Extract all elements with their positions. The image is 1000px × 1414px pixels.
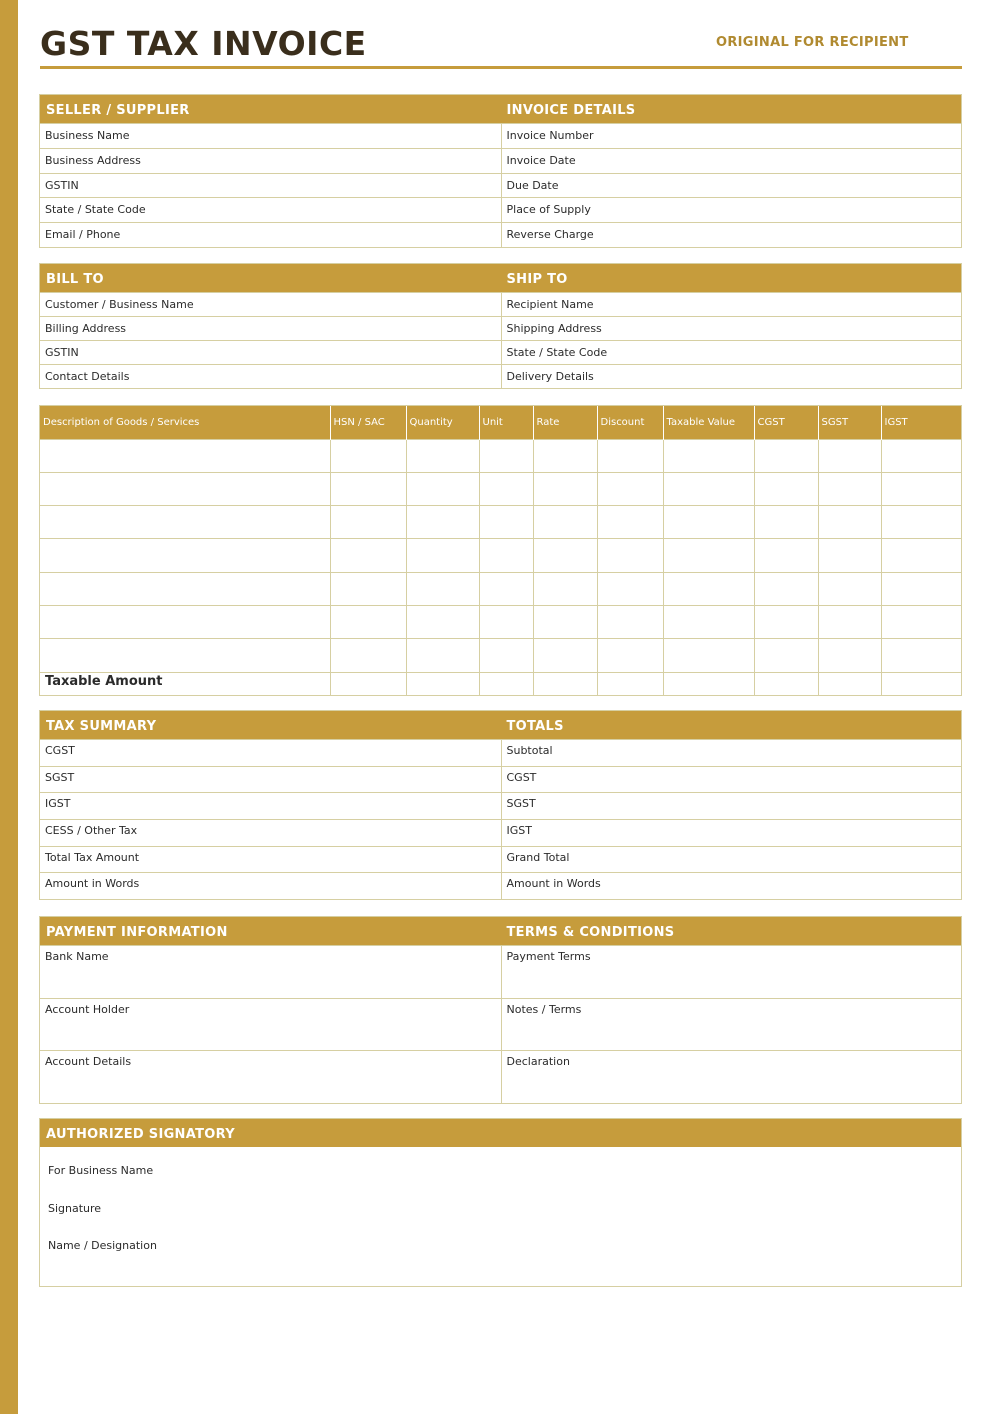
payment-column bbox=[40, 945, 501, 1103]
ship-field-state[interactable]: State / State Code bbox=[502, 340, 962, 364]
table-cell[interactable] bbox=[330, 605, 406, 638]
table-cell[interactable] bbox=[406, 572, 479, 605]
signatory-signature[interactable]: Signature bbox=[48, 1202, 102, 1215]
table-cell[interactable] bbox=[597, 672, 663, 695]
table-cell[interactable] bbox=[479, 539, 533, 572]
table-cell[interactable] bbox=[663, 506, 754, 539]
signatory-body bbox=[40, 1147, 961, 1286]
table-cell[interactable] bbox=[754, 572, 818, 605]
table-cell[interactable] bbox=[479, 572, 533, 605]
totals-field-amount-words[interactable]: Amount in Words bbox=[502, 872, 962, 899]
table-cell[interactable] bbox=[597, 539, 663, 572]
tax-totals-section bbox=[39, 710, 962, 900]
items-table bbox=[40, 406, 961, 695]
table-cell[interactable] bbox=[754, 605, 818, 638]
totals-field-grand-total[interactable]: Grand Total bbox=[502, 846, 962, 873]
table-cell[interactable] bbox=[881, 506, 961, 539]
table-cell[interactable] bbox=[406, 539, 479, 572]
bill-to-column bbox=[40, 292, 501, 388]
table-cell[interactable] bbox=[330, 639, 406, 672]
invoice-details-heading: INVOICE DETAILS bbox=[506, 103, 636, 118]
table-cell[interactable] bbox=[597, 439, 663, 472]
table-cell[interactable] bbox=[479, 472, 533, 505]
table-cell[interactable] bbox=[40, 639, 330, 672]
page-title: GST TAX INVOICE bbox=[40, 24, 367, 63]
table-cell[interactable] bbox=[40, 439, 330, 472]
signatory-name-designation[interactable]: Name / Designation bbox=[48, 1239, 157, 1252]
table-cell[interactable] bbox=[881, 672, 961, 695]
table-cell[interactable] bbox=[754, 539, 818, 572]
table-cell[interactable] bbox=[406, 639, 479, 672]
table-cell[interactable] bbox=[330, 506, 406, 539]
table-cell[interactable] bbox=[40, 572, 330, 605]
table-cell[interactable] bbox=[663, 439, 754, 472]
table-cell[interactable] bbox=[754, 472, 818, 505]
copy-label: ORIGINAL FOR RECIPIENT bbox=[716, 35, 909, 50]
table-cell[interactable] bbox=[479, 506, 533, 539]
table-cell[interactable] bbox=[533, 639, 597, 672]
table-cell[interactable] bbox=[406, 472, 479, 505]
table-cell[interactable] bbox=[754, 672, 818, 695]
column-header-igst: IGST bbox=[881, 406, 961, 439]
invoice-field-place-of-supply[interactable]: Place of Supply bbox=[502, 197, 962, 222]
taxable-amount-row bbox=[40, 672, 961, 695]
ship-field-recipient-name[interactable]: Recipient Name bbox=[502, 292, 962, 316]
table-cell[interactable] bbox=[330, 572, 406, 605]
totals-column bbox=[501, 739, 962, 899]
table-cell[interactable] bbox=[330, 472, 406, 505]
table-cell[interactable] bbox=[330, 672, 406, 695]
totals-field-igst[interactable]: IGST bbox=[502, 819, 962, 846]
column-header-quantity: Quantity bbox=[406, 406, 479, 439]
seller-field-gstin[interactable]: GSTIN bbox=[40, 173, 501, 198]
table-row bbox=[40, 539, 961, 572]
tax-field-total-tax[interactable]: Total Tax Amount bbox=[40, 846, 501, 873]
table-row bbox=[40, 572, 961, 605]
signatory-business-name[interactable]: For Business Name bbox=[48, 1164, 154, 1177]
table-cell[interactable] bbox=[40, 472, 330, 505]
title-divider bbox=[40, 66, 962, 69]
column-header-taxable-value: Taxable Value bbox=[663, 406, 754, 439]
column-header-cgst: CGST bbox=[754, 406, 818, 439]
terms-heading: TERMS & CONDITIONS bbox=[506, 925, 675, 940]
ship-to-heading: SHIP TO bbox=[506, 272, 568, 287]
payment-terms-section bbox=[39, 916, 962, 1104]
section-header bbox=[40, 264, 961, 292]
section-header bbox=[40, 95, 961, 123]
bill-field-contact-details[interactable]: Contact Details bbox=[40, 364, 501, 388]
terms-field-declaration[interactable]: Declaration bbox=[502, 1050, 962, 1103]
table-cell[interactable] bbox=[406, 506, 479, 539]
payment-info-heading: PAYMENT INFORMATION bbox=[46, 925, 228, 940]
table-cell[interactable] bbox=[597, 639, 663, 672]
table-cell[interactable] bbox=[533, 605, 597, 638]
table-cell[interactable] bbox=[881, 605, 961, 638]
table-cell[interactable] bbox=[818, 539, 881, 572]
items-header-row bbox=[40, 406, 961, 439]
totals-field-cgst[interactable]: CGST bbox=[502, 766, 962, 793]
table-cell[interactable] bbox=[754, 639, 818, 672]
tax-summary-column bbox=[40, 739, 501, 899]
table-cell[interactable] bbox=[663, 572, 754, 605]
tax-summary-heading: TAX SUMMARY bbox=[46, 719, 157, 734]
table-cell[interactable] bbox=[406, 605, 479, 638]
ship-to-column bbox=[501, 292, 962, 388]
table-cell[interactable] bbox=[597, 506, 663, 539]
table-cell[interactable] bbox=[881, 439, 961, 472]
bill-field-billing-address[interactable]: Billing Address bbox=[40, 316, 501, 340]
payment-field-bank-name[interactable]: Bank Name bbox=[40, 945, 501, 998]
table-cell[interactable] bbox=[754, 439, 818, 472]
table-cell[interactable] bbox=[663, 605, 754, 638]
column-header-sgst: SGST bbox=[818, 406, 881, 439]
payment-field-account-details[interactable]: Account Details bbox=[40, 1050, 501, 1103]
table-cell[interactable] bbox=[663, 472, 754, 505]
table-cell[interactable] bbox=[818, 506, 881, 539]
payment-field-account-holder[interactable]: Account Holder bbox=[40, 998, 501, 1051]
table-cell[interactable] bbox=[533, 572, 597, 605]
table-cell[interactable] bbox=[406, 439, 479, 472]
table-cell[interactable] bbox=[818, 639, 881, 672]
table-cell[interactable] bbox=[663, 639, 754, 672]
table-row bbox=[40, 506, 961, 539]
seller-invoice-section bbox=[39, 94, 962, 248]
table-cell[interactable] bbox=[40, 506, 330, 539]
seller-field-business-address[interactable]: Business Address bbox=[40, 148, 501, 173]
table-cell[interactable] bbox=[754, 506, 818, 539]
side-accent-bar bbox=[0, 0, 18, 1414]
section-header bbox=[40, 1119, 961, 1147]
table-cell[interactable] bbox=[533, 439, 597, 472]
section-header bbox=[40, 917, 961, 945]
invoice-field-date[interactable]: Invoice Date bbox=[502, 148, 962, 173]
table-cell[interactable] bbox=[533, 539, 597, 572]
terms-column bbox=[501, 945, 962, 1103]
table-cell[interactable] bbox=[330, 439, 406, 472]
table-cell[interactable] bbox=[663, 672, 754, 695]
totals-field-sgst[interactable]: SGST bbox=[502, 792, 962, 819]
column-header-hsn-sac: HSN / SAC bbox=[330, 406, 406, 439]
seller-field-business-name[interactable]: Business Name bbox=[40, 123, 501, 148]
section-header bbox=[40, 711, 961, 739]
bill-field-customer-name[interactable]: Customer / Business Name bbox=[40, 292, 501, 316]
table-row bbox=[40, 472, 961, 505]
ship-field-delivery-details[interactable]: Delivery Details bbox=[502, 364, 962, 388]
totals-heading: TOTALS bbox=[506, 719, 564, 734]
table-cell[interactable] bbox=[406, 672, 479, 695]
column-header-discount: Discount bbox=[597, 406, 663, 439]
table-cell[interactable] bbox=[881, 572, 961, 605]
signatory-section bbox=[39, 1118, 962, 1287]
table-cell[interactable] bbox=[479, 672, 533, 695]
totals-field-subtotal[interactable]: Subtotal bbox=[502, 739, 962, 766]
table-row bbox=[40, 639, 961, 672]
column-header-rate: Rate bbox=[533, 406, 597, 439]
ship-field-shipping-address[interactable]: Shipping Address bbox=[502, 316, 962, 340]
seller-heading: SELLER / SUPPLIER bbox=[46, 103, 190, 118]
column-header-unit: Unit bbox=[479, 406, 533, 439]
table-cell[interactable] bbox=[479, 605, 533, 638]
table-cell[interactable] bbox=[881, 639, 961, 672]
table-cell[interactable] bbox=[881, 472, 961, 505]
table-cell[interactable] bbox=[597, 572, 663, 605]
table-cell[interactable] bbox=[818, 572, 881, 605]
table-cell[interactable] bbox=[597, 472, 663, 505]
tax-field-cess[interactable]: CESS / Other Tax bbox=[40, 819, 501, 846]
terms-field-notes[interactable]: Notes / Terms bbox=[502, 998, 962, 1051]
table-cell[interactable] bbox=[663, 539, 754, 572]
seller-field-email-phone[interactable]: Email / Phone bbox=[40, 222, 501, 247]
invoice-field-reverse-charge[interactable]: Reverse Charge bbox=[502, 222, 962, 247]
table-cell[interactable] bbox=[479, 439, 533, 472]
table-cell[interactable] bbox=[597, 605, 663, 638]
table-cell[interactable] bbox=[533, 472, 597, 505]
invoice-details-column bbox=[501, 123, 962, 247]
table-cell[interactable] bbox=[533, 506, 597, 539]
invoice-field-due-date[interactable]: Due Date bbox=[502, 173, 962, 198]
table-row bbox=[40, 439, 961, 472]
bill-field-gstin[interactable]: GSTIN bbox=[40, 340, 501, 364]
signatory-heading: AUTHORIZED SIGNATORY bbox=[46, 1127, 235, 1142]
bill-ship-section bbox=[39, 263, 962, 389]
table-cell[interactable] bbox=[330, 539, 406, 572]
seller-column bbox=[40, 123, 501, 247]
seller-field-state[interactable]: State / State Code bbox=[40, 197, 501, 222]
column-header-description: Description of Goods / Services bbox=[40, 406, 330, 439]
tax-field-sgst[interactable]: SGST bbox=[40, 766, 501, 793]
table-cell[interactable] bbox=[818, 605, 881, 638]
table-cell[interactable] bbox=[40, 605, 330, 638]
table-cell[interactable] bbox=[479, 639, 533, 672]
table-cell[interactable] bbox=[40, 539, 330, 572]
terms-field-payment-terms[interactable]: Payment Terms bbox=[502, 945, 962, 998]
tax-field-cgst[interactable]: CGST bbox=[40, 739, 501, 766]
table-cell[interactable] bbox=[533, 672, 597, 695]
taxable-amount-label: Taxable Amount bbox=[40, 672, 330, 695]
tax-field-amount-words[interactable]: Amount in Words bbox=[40, 872, 501, 899]
table-cell[interactable] bbox=[881, 539, 961, 572]
table-row bbox=[40, 605, 961, 638]
invoice-field-number[interactable]: Invoice Number bbox=[502, 123, 962, 148]
bill-to-heading: BILL TO bbox=[46, 272, 104, 287]
table-cell[interactable] bbox=[818, 472, 881, 505]
table-cell[interactable] bbox=[818, 672, 881, 695]
tax-field-igst[interactable]: IGST bbox=[40, 792, 501, 819]
table-cell[interactable] bbox=[818, 439, 881, 472]
items-section bbox=[39, 405, 962, 696]
